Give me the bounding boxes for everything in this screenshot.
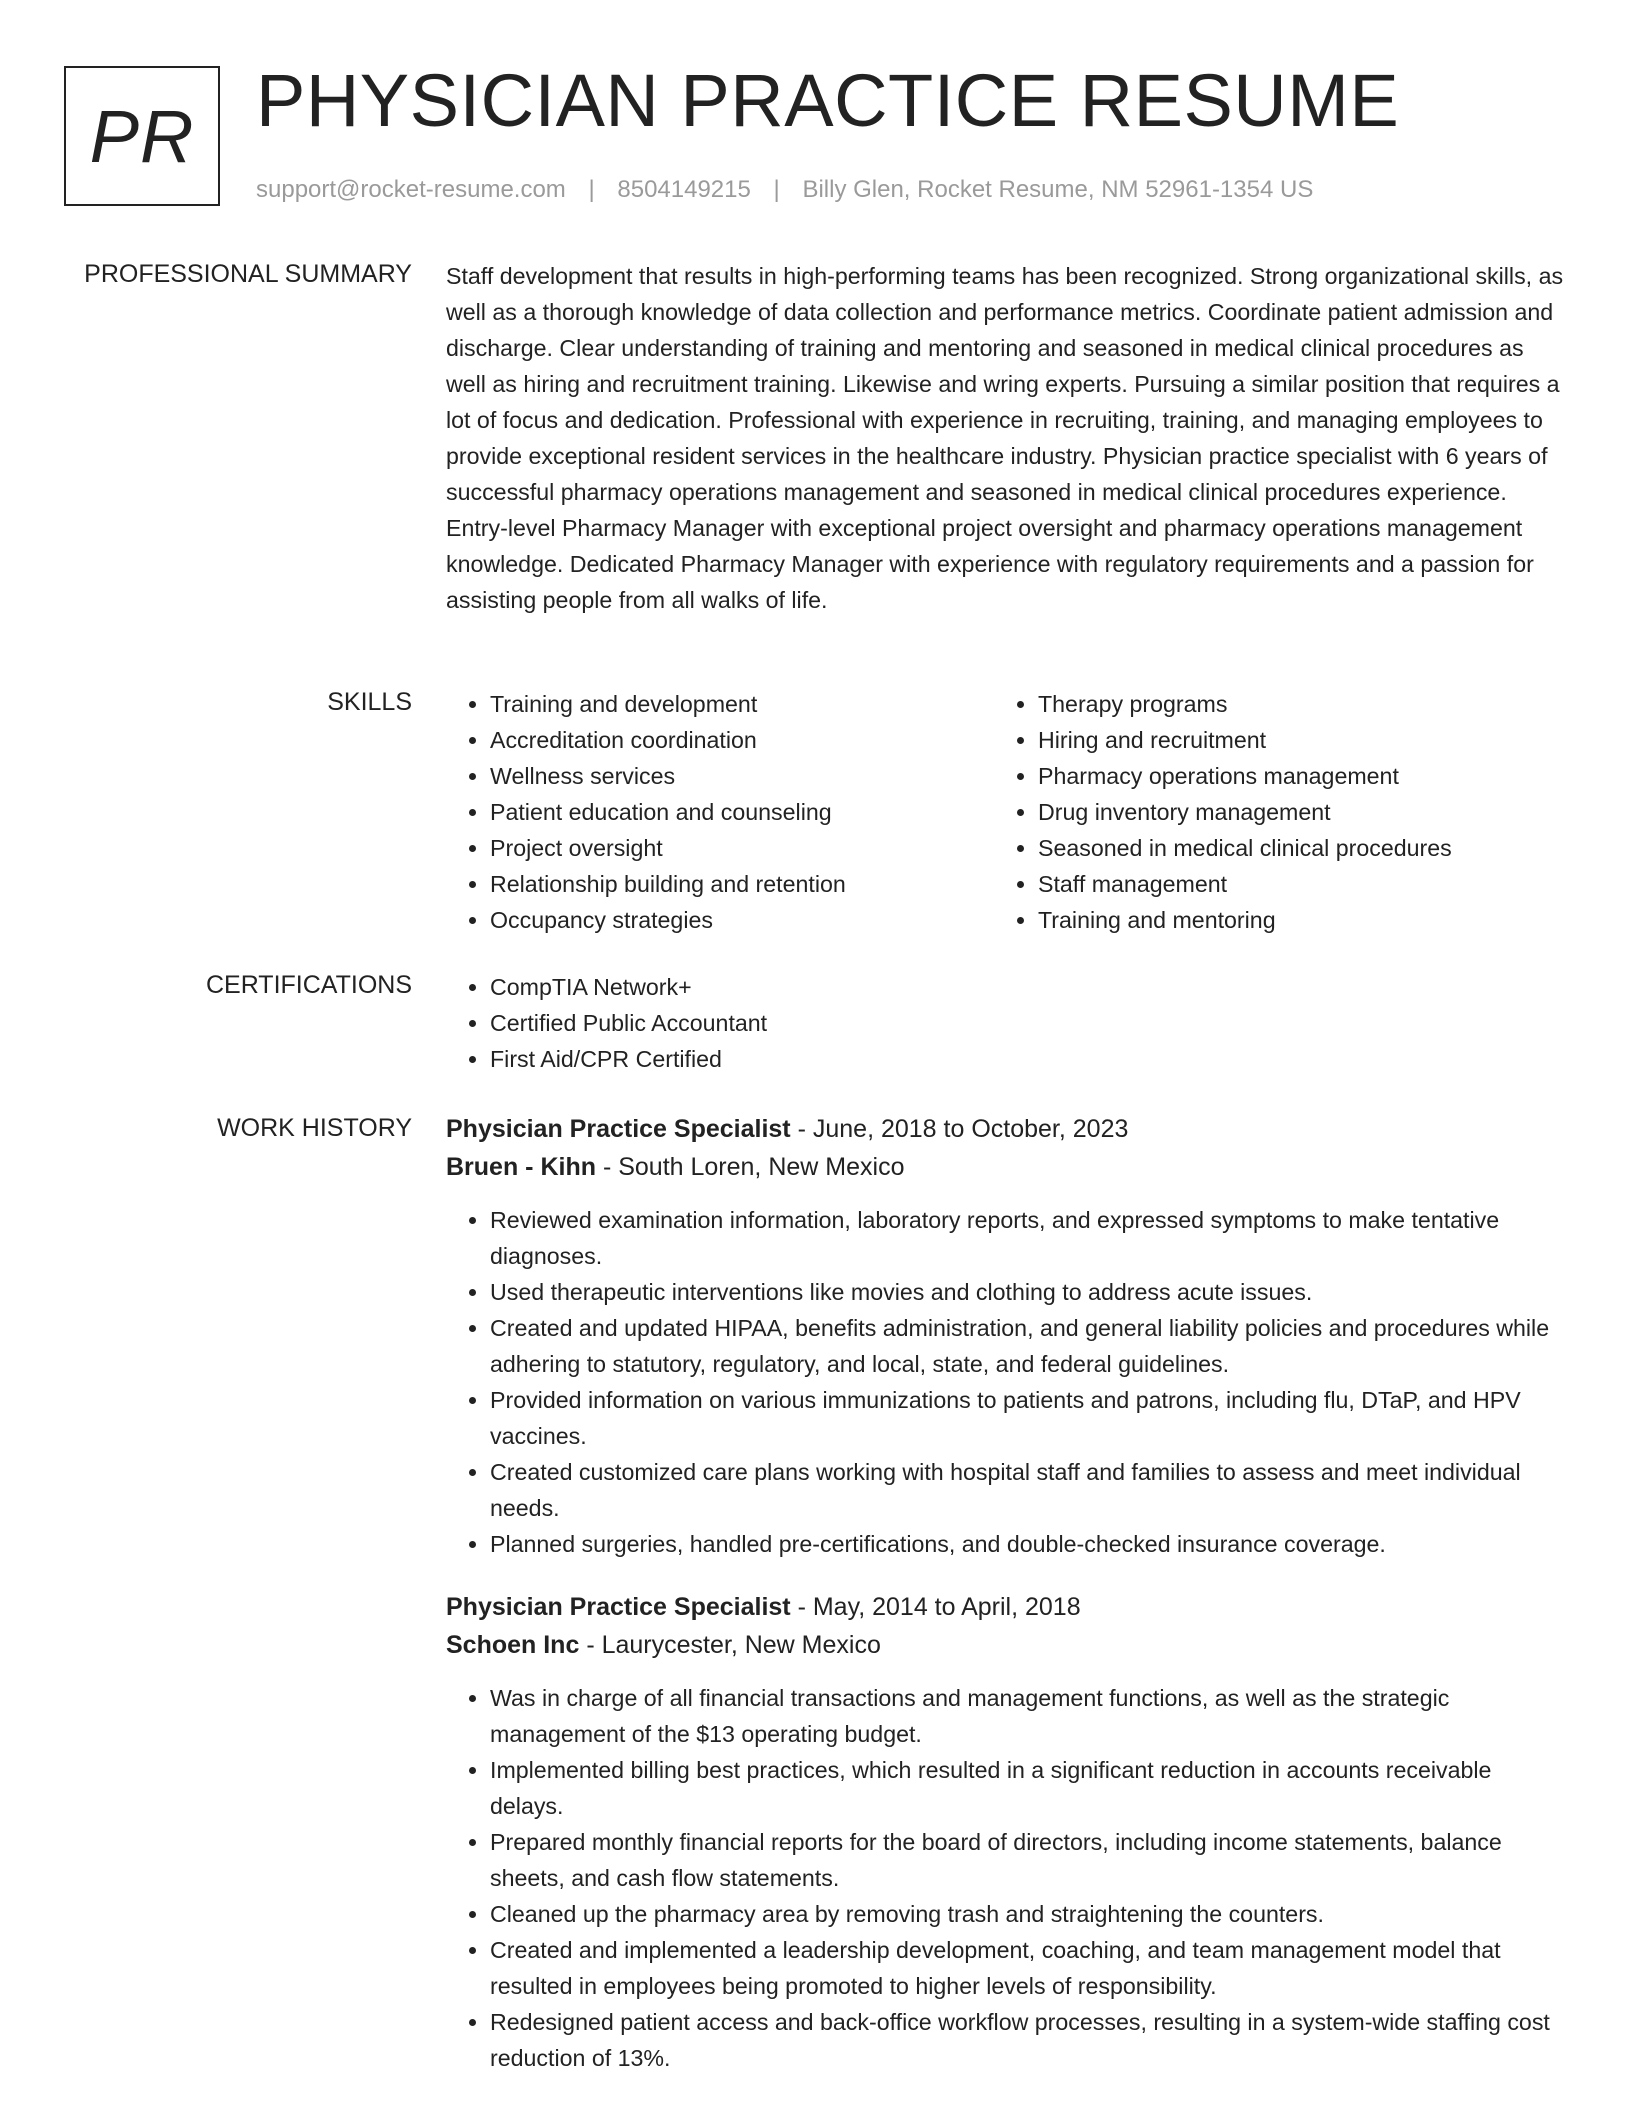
skills-body bbox=[446, 686, 1566, 938]
list-item: • Created customized care plans working with hospital staff and families to assess and meet individual needs. bbox=[490, 1454, 1566, 1526]
job-title: Physician Practice Specialist bbox=[446, 1593, 791, 1621]
list-item: • Created and updated HIPAA, benefits administration, and general liability policies and procedures while adhering to statutory, regulatory, and local, state, and federal guidelines. bbox=[490, 1310, 1566, 1382]
work-history-body bbox=[446, 1110, 1566, 2076]
summary-body bbox=[446, 258, 1566, 618]
summary-text: Staff development that results in high-performing teams has been recognized. Strong organizational skills, as well as a thorough knowledge of data collection and performance metrics. Coordinate patient admission and discharge. Clear understanding of training and mentoring and seasoned in medical clinical procedures as well as hiring and recruitment training. Likewise and wring experts. Pursuing a similar position that requires a lot of focus and dedication. Professional with experience in recruiting, training, and managing employees to provide exceptional resident services in the healthcare industry. Physician practice specialist with 6 years of successful pharmacy operations management and seasoned in medical clinical procedures experience. Entry-level Pharmacy Manager with exceptional project oversight and pharmacy operations management knowledge. Dedicated Pharmacy Manager with experience with regulatory requirements and a passion for assisting people from all walks of life. bbox=[446, 263, 1564, 613]
job-title-line bbox=[446, 1588, 1566, 1626]
summary-label: PROFESSIONAL SUMMARY bbox=[84, 260, 412, 288]
certifications-list bbox=[446, 969, 1566, 1077]
list-item: • Therapy programs bbox=[1038, 686, 1542, 722]
certifications-body bbox=[446, 969, 1566, 1077]
list-item: • Reviewed examination information, laboratory reports, and expressed symptoms to make tentative diagnoses. bbox=[490, 1202, 1566, 1274]
contact-address: Billy Glen, Rocket Resume, NM 52961-1354 US bbox=[802, 176, 1314, 203]
resume-title: PHYSICIAN PRACTICE RESUME bbox=[256, 59, 1400, 142]
job-entry bbox=[446, 1588, 1566, 2076]
job-dates: - May, 2014 to April, 2018 bbox=[790, 1593, 1081, 1621]
skills-column-left bbox=[446, 686, 994, 938]
contact-separator: | bbox=[588, 176, 595, 203]
skills-list-left bbox=[446, 686, 994, 938]
list-item: • First Aid/CPR Certified bbox=[490, 1041, 1566, 1077]
job-company-line bbox=[446, 1626, 1566, 1664]
job-location: - Laurycester, New Mexico bbox=[579, 1631, 881, 1659]
list-item: • Redesigned patient access and back-office workflow processes, resulting in a system-wide staffing cost reduction of 13%. bbox=[490, 2004, 1566, 2076]
list-item: • Prepared monthly financial reports for the board of directors, including income statements, balance sheets, and cash flow statements. bbox=[490, 1824, 1566, 1896]
list-item: • Drug inventory management bbox=[1038, 794, 1542, 830]
job-title-line bbox=[446, 1110, 1566, 1148]
job-bullet-list bbox=[446, 1680, 1566, 2076]
skills-label: SKILLS bbox=[327, 688, 412, 716]
monogram-initials: PR bbox=[89, 94, 195, 178]
list-item: • Training and mentoring bbox=[1038, 902, 1542, 938]
list-item: • Hiring and recruitment bbox=[1038, 722, 1542, 758]
contact-separator: | bbox=[773, 176, 780, 203]
job-location: - South Loren, New Mexico bbox=[596, 1153, 905, 1181]
list-item: • Training and development bbox=[490, 686, 994, 722]
list-item: • Pharmacy operations management bbox=[1038, 758, 1542, 794]
list-item: • Cleaned up the pharmacy area by removing trash and straightening the counters. bbox=[490, 1896, 1566, 1932]
list-item: • Created and implemented a leadership development, coaching, and team management model that resulted in employees being promoted to higher levels of responsibility. bbox=[490, 1932, 1566, 2004]
list-item: • Staff management bbox=[1038, 866, 1542, 902]
job-company: Bruen - Kihn bbox=[446, 1153, 596, 1181]
skills-column-right bbox=[994, 686, 1542, 938]
list-item: • Patient education and counseling bbox=[490, 794, 994, 830]
contact-line bbox=[256, 176, 1313, 204]
list-item: • Accreditation coordination bbox=[490, 722, 994, 758]
job-entry bbox=[446, 1110, 1566, 1562]
skills-list-right bbox=[994, 686, 1542, 938]
monogram-box bbox=[64, 66, 220, 206]
job-company-line bbox=[446, 1148, 1566, 1186]
list-item: • Seasoned in medical clinical procedures bbox=[1038, 830, 1542, 866]
contact-email: support@rocket-resume.com bbox=[256, 176, 566, 203]
list-item: • Used therapeutic interventions like movies and clothing to address acute issues. bbox=[490, 1274, 1566, 1310]
work-history-label: WORK HISTORY bbox=[217, 1114, 412, 1142]
job-dates: - June, 2018 to October, 2023 bbox=[790, 1115, 1129, 1143]
job-company: Schoen Inc bbox=[446, 1631, 580, 1659]
list-item: • Wellness services bbox=[490, 758, 994, 794]
list-item: • Planned surgeries, handled pre-certifications, and double-checked insurance coverage. bbox=[490, 1526, 1566, 1562]
job-bullet-list bbox=[446, 1202, 1566, 1562]
job-title: Physician Practice Specialist bbox=[446, 1115, 791, 1143]
list-item: • Certified Public Accountant bbox=[490, 1005, 1566, 1041]
certifications-label: CERTIFICATIONS bbox=[205, 971, 412, 999]
list-item: • Implemented billing best practices, which resulted in a significant reduction in accounts receivable delays. bbox=[490, 1752, 1566, 1824]
contact-phone: 8504149215 bbox=[617, 176, 751, 203]
list-item: • Was in charge of all financial transactions and management functions, as well as the strategic management of the $13 operating budget. bbox=[490, 1680, 1566, 1752]
list-item: • Relationship building and retention bbox=[490, 866, 994, 902]
list-item: • Occupancy strategies bbox=[490, 902, 994, 938]
list-item: • CompTIA Network+ bbox=[490, 969, 1566, 1005]
list-item: • Project oversight bbox=[490, 830, 994, 866]
list-item: • Provided information on various immunizations to patients and patrons, including flu, DTaP, and HPV vaccines. bbox=[490, 1382, 1566, 1454]
